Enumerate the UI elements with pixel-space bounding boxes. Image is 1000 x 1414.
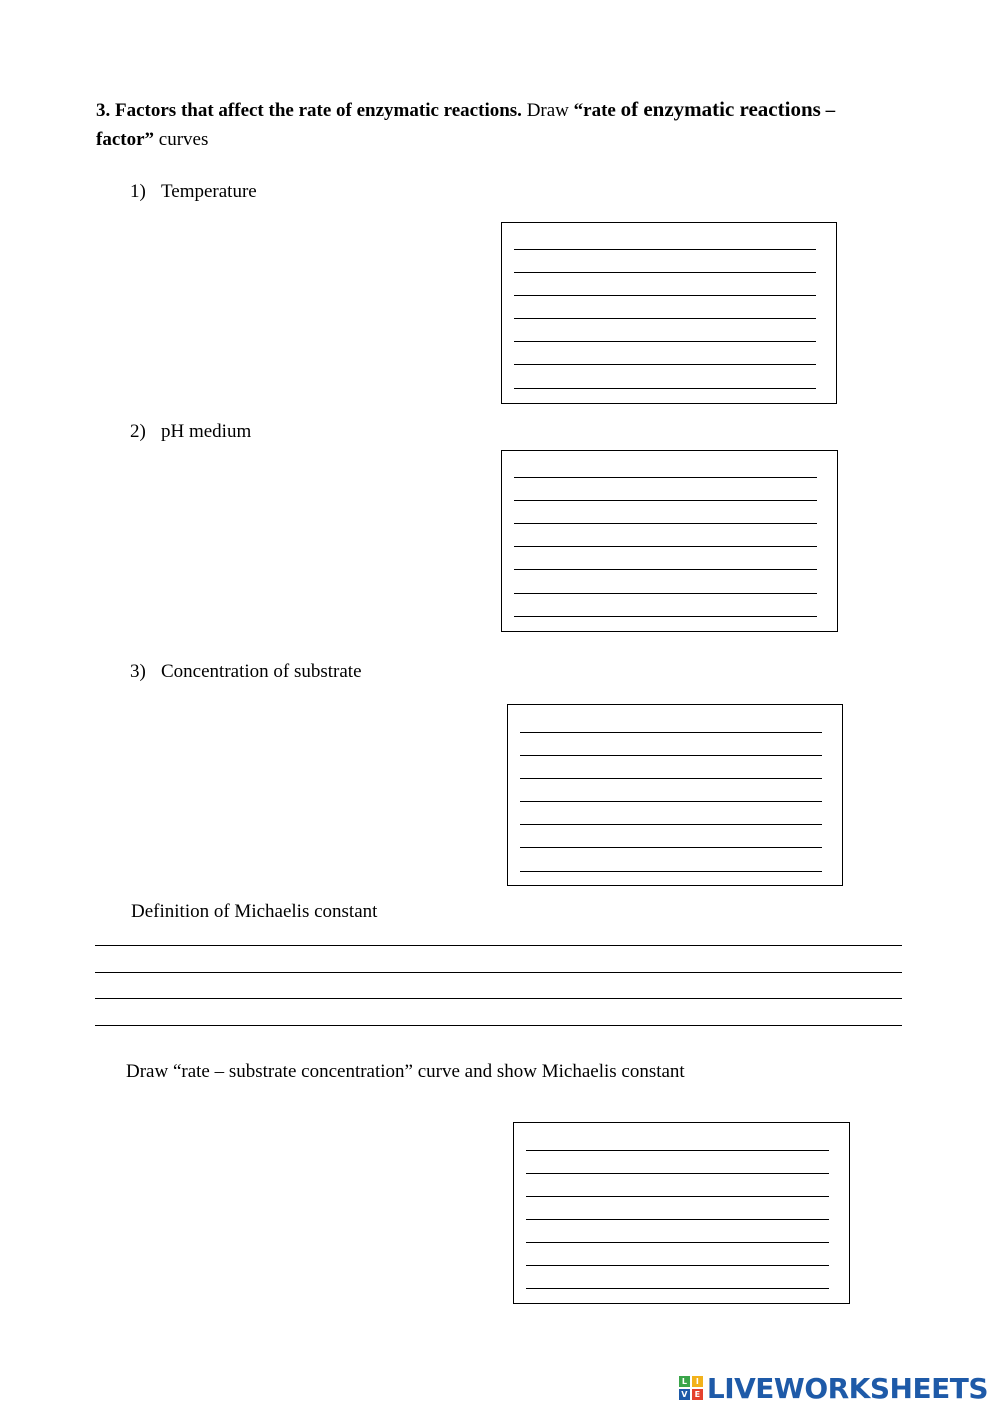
heading-curves-text: curves: [154, 129, 209, 150]
item-number: 1): [130, 181, 146, 202]
answer-line[interactable]: [514, 249, 816, 250]
answer-line[interactable]: [520, 871, 822, 872]
answer-line[interactable]: [520, 755, 822, 756]
item-substrate-concentration: [130, 660, 362, 684]
definition-answer-line[interactable]: [95, 945, 902, 946]
definition-answer-line[interactable]: [95, 998, 902, 999]
definition-answer-line[interactable]: [95, 1025, 902, 1026]
answer-line[interactable]: [514, 477, 817, 478]
answer-box-ph[interactable]: [501, 450, 838, 632]
logo-tile: L: [679, 1376, 690, 1387]
item-label: Temperature: [161, 181, 257, 202]
answer-line[interactable]: [520, 801, 822, 802]
logo-text: LIVEWORKSHEETS: [706, 1371, 988, 1405]
answer-line[interactable]: [526, 1150, 829, 1151]
answer-line[interactable]: [526, 1173, 829, 1174]
item-number: 3): [130, 661, 146, 682]
answer-line[interactable]: [514, 364, 816, 365]
item-temperature: [130, 180, 257, 204]
definition-answer-line[interactable]: [95, 972, 902, 973]
answer-line[interactable]: [526, 1265, 829, 1266]
logo-grid-icon: [679, 1376, 703, 1400]
item-label: Concentration of substrate: [161, 661, 362, 682]
logo-tile: E: [692, 1389, 703, 1400]
heading-enzymatic-text: of enzymatic reactions: [620, 97, 821, 121]
heading-dash: –: [820, 100, 836, 121]
answer-line[interactable]: [514, 593, 817, 594]
item-label: pH medium: [161, 421, 252, 442]
draw-instruction: Draw “rate – substrate concentration” curve and show Michaelis constant: [126, 1061, 685, 1082]
definition-label: Definition of Michaelis constant: [131, 901, 378, 922]
answer-box-temperature[interactable]: [501, 222, 837, 404]
heading-bold-title: 3. Factors that affect the rate of enzymatic reactions.: [96, 100, 522, 121]
answer-line[interactable]: [520, 847, 822, 848]
answer-line[interactable]: [514, 295, 816, 296]
answer-line[interactable]: [526, 1288, 829, 1289]
heading-draw-text: Draw: [521, 100, 574, 121]
item-ph-medium: [130, 420, 251, 444]
answer-line[interactable]: [514, 388, 816, 389]
answer-box-michaelis-curve[interactable]: [513, 1122, 850, 1304]
answer-line[interactable]: [520, 824, 822, 825]
answer-line[interactable]: [526, 1219, 829, 1220]
logo-tile: I: [692, 1376, 703, 1387]
answer-line[interactable]: [514, 523, 817, 524]
answer-line[interactable]: [514, 318, 816, 319]
answer-line[interactable]: [514, 500, 817, 501]
answer-box-substrate[interactable]: [507, 704, 843, 886]
answer-line[interactable]: [520, 732, 822, 733]
answer-line[interactable]: [526, 1196, 829, 1197]
heading-rate-text: “rate: [573, 100, 621, 121]
logo-tile: V: [679, 1389, 690, 1400]
answer-line[interactable]: [514, 616, 817, 617]
item-number: 2): [130, 421, 146, 442]
answer-line[interactable]: [526, 1242, 829, 1243]
heading-factor-text: factor”: [96, 129, 155, 150]
liveworksheets-logo[interactable]: [679, 1370, 988, 1406]
answer-line[interactable]: [514, 341, 816, 342]
answer-line[interactable]: [514, 569, 817, 570]
answer-line[interactable]: [514, 546, 817, 547]
answer-line[interactable]: [520, 778, 822, 779]
answer-line[interactable]: [514, 272, 816, 273]
question-heading: [96, 95, 916, 154]
